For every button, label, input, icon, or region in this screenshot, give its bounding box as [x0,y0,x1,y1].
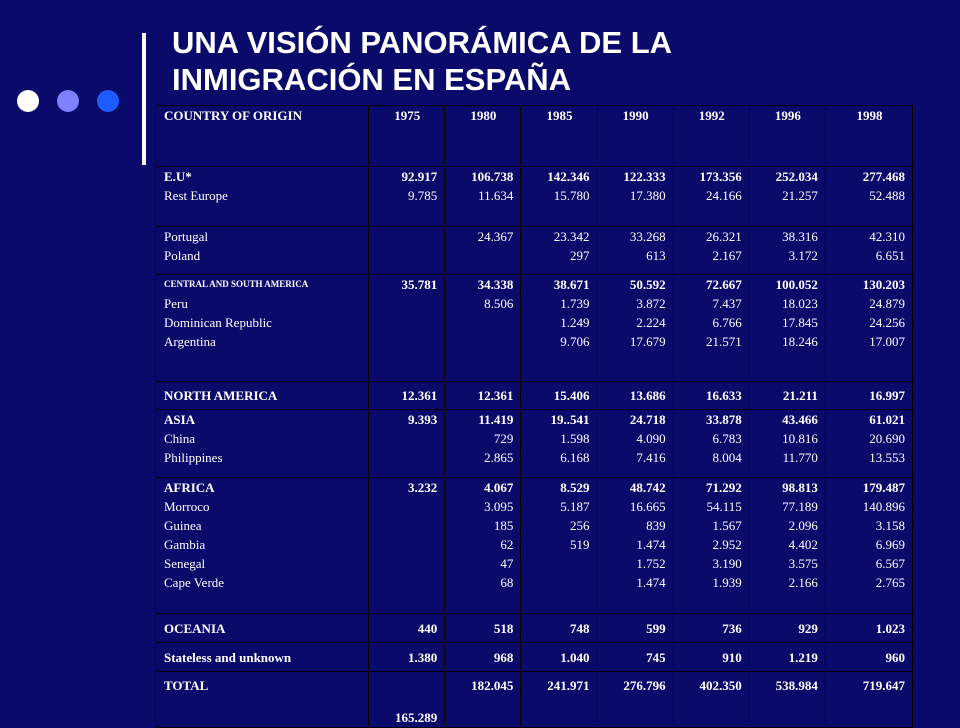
cell-value: 6.168 [560,450,590,465]
value-cell [369,275,445,382]
cell-value: 6.783 [712,431,742,446]
cell-value [377,448,437,467]
cell-value: 6.651 [875,248,905,263]
cell-value: 2.224 [636,315,666,330]
cell-value: 54.115 [706,499,742,514]
value-cell [597,410,673,478]
decorative-dot-white [17,90,39,112]
cell-value: 23.342 [553,229,590,244]
cell-value: 1.380 [408,649,438,665]
cell-value: 48.742 [629,480,666,495]
value-cell [673,672,749,728]
cell-value: 518 [493,620,514,636]
cell-value: 142.346 [547,169,590,184]
cell-value: 8.529 [560,480,590,495]
value-cell [597,275,673,382]
cell-value: 1.567 [712,518,742,533]
title-divider-line [142,33,146,165]
cell-value: 15.780 [553,188,590,203]
row-label: Portugal [164,229,209,244]
value-cell [749,382,825,410]
value-cell [521,643,597,672]
value-cell [749,167,825,227]
cell-value: 929 [798,620,818,636]
value-cell [369,614,445,643]
cell-value: 729 [493,431,514,446]
row-label: OCEANIA [164,620,226,636]
cell-value: 256 [570,518,590,533]
value-cell [445,382,521,410]
value-cell [445,614,521,643]
cell-value [377,573,437,592]
value-cell [825,672,912,728]
cell-value [377,294,437,313]
row-label: Gambia [164,537,206,552]
row-label: Guinea [164,518,202,533]
value-cell [597,382,673,410]
value-cell [597,167,673,227]
cell-value: 5.187 [560,499,590,514]
cell-value: 16.665 [629,499,666,514]
cell-value: 98.813 [782,480,818,495]
value-cell [597,672,673,728]
value-cell [597,227,673,275]
cell-value: 17.380 [629,188,666,203]
cell-value: 2.167 [712,248,742,263]
cell-value: 748 [570,620,590,636]
row-label: China [164,431,196,446]
value-cell [749,672,825,728]
cell-value: 745 [646,649,666,665]
cell-value: 1.023 [875,620,905,636]
cell-value: 3.872 [636,296,666,311]
cell-value [377,429,437,448]
column-header-1975: 1975 [369,106,445,167]
cell-value: 35.781 [401,277,438,292]
cell-value: 43.466 [782,412,818,427]
value-cell [749,227,825,275]
cell-value: 2.096 [788,518,818,533]
cell-value [377,554,437,573]
cell-value: 11.419 [478,412,514,427]
value-cell [521,614,597,643]
column-header-1998: 1998 [825,106,912,167]
cell-value: 3.575 [788,556,818,571]
row-label-cell [156,672,369,728]
value-cell [521,382,597,410]
cell-value: 24.166 [706,188,742,203]
cell-value: 3.232 [408,480,438,495]
cell-value: 130.203 [862,277,905,292]
value-cell [521,478,597,614]
value-cell [673,643,749,672]
cell-value [377,497,437,516]
cell-value: 24.879 [869,296,905,311]
cell-value: 13.553 [869,450,905,465]
cell-value: 24.367 [477,229,514,244]
cell-value: 38.316 [782,229,818,244]
cell-value: 17.845 [782,315,818,330]
value-cell [825,478,912,614]
column-header-1985: 1985 [521,106,597,167]
cell-value: 165.289 [395,710,438,725]
cell-value: 24.718 [629,412,666,427]
cell-value: 3.095 [484,499,514,514]
row-label: Poland [164,248,201,263]
value-cell [825,227,912,275]
cell-value [377,535,437,554]
cell-value: 910 [722,649,742,665]
value-cell [749,478,825,614]
value-cell [825,410,912,478]
cell-value: 2.166 [788,575,818,590]
column-header-country: COUNTRY OF ORIGIN [156,106,369,167]
cell-value: 960 [885,649,905,665]
row-north-america [156,382,913,410]
row-label: Philippines [164,450,223,465]
value-cell [445,227,521,275]
value-cell [749,410,825,478]
value-cell [521,227,597,275]
cell-value: 3.158 [875,518,905,533]
value-cell [673,410,749,478]
value-cell [673,382,749,410]
cell-value: 18.023 [782,296,818,311]
row-label: CENTRAL AND SOUTH AMERICA [164,279,309,289]
cell-value [453,246,513,265]
cell-value: 33.268 [629,229,666,244]
cell-value: 1.249 [560,315,590,330]
row-label-cell [156,643,369,672]
value-cell [825,167,912,227]
value-cell [369,643,445,672]
cell-value: 276.796 [623,678,666,693]
column-header-1980: 1980 [445,106,521,167]
decorative-dot-blue [97,90,119,112]
cell-value [377,332,437,351]
cell-value: 24.256 [869,315,905,330]
cell-value: 33.878 [706,412,742,427]
cell-value: 6.766 [712,315,742,330]
cell-value: 1.219 [788,649,818,665]
row-label-cell [156,167,369,227]
row-label: TOTAL [164,678,209,693]
cell-value: 252.034 [775,169,818,184]
row-portugal-poland [156,227,913,275]
cell-value: 4.067 [484,480,514,495]
cell-value: 1.474 [636,575,666,590]
row-africa [156,478,913,614]
cell-value [453,332,513,351]
cell-value: 2.952 [712,537,742,552]
cell-value: 47 [500,556,514,571]
value-cell [597,643,673,672]
cell-value: 182.045 [471,678,514,693]
cell-value: 9.785 [408,188,438,203]
cell-value: 34.338 [477,277,514,292]
value-cell [673,167,749,227]
value-cell [825,275,912,382]
row-label-cell [156,275,369,382]
cell-value: 402.350 [699,678,742,693]
cell-value [529,573,589,592]
slide-title-line2: INMIGRACIÓN EN ESPAÑA [172,62,572,97]
value-cell [825,382,912,410]
cell-value: 26.321 [706,229,742,244]
cell-value [377,516,437,535]
slide-title-line1: UNA VISIÓN PANORÁMICA DE LA [172,25,673,60]
cell-value: 538.984 [775,678,818,693]
cell-value: 241.971 [547,678,590,693]
cell-value: 92.917 [401,169,438,184]
value-cell [521,167,597,227]
row-label-cell [156,478,369,614]
cell-value: 62 [500,537,514,552]
cell-value: 9.706 [560,334,590,349]
cell-value: 71.292 [706,480,742,495]
value-cell [369,478,445,614]
row-label: NORTH AMERICA [164,388,278,403]
row-eu-rest-europe [156,167,913,227]
cell-value: 15.406 [553,388,590,403]
cell-value: 42.310 [869,229,905,244]
cell-value: 1.739 [560,296,590,311]
cell-value: 10.816 [782,431,818,446]
cell-value: 2.765 [875,575,905,590]
cell-value: 72.667 [706,277,742,292]
row-label: Rest Europe [164,188,228,203]
cell-value: 21.211 [782,388,818,403]
cell-value: 8.004 [712,450,742,465]
cell-value: 7.437 [712,296,742,311]
row-label: Peru [164,296,188,311]
cell-value [377,246,437,265]
row-label-cell [156,614,369,643]
value-cell [673,478,749,614]
row-label-cell [156,382,369,410]
cell-value [529,554,589,573]
value-cell [673,614,749,643]
value-cell [369,672,445,728]
cell-value: 277.468 [862,169,905,184]
value-cell [521,275,597,382]
cell-value [453,313,513,332]
cell-value: 736 [722,620,742,636]
table-body [156,167,913,728]
cell-value: 20.690 [869,431,905,446]
cell-value: 4.090 [636,431,666,446]
value-cell [445,643,521,672]
column-header-1996: 1996 [749,106,825,167]
row-label-cell [156,410,369,478]
cell-value: 106.738 [471,169,514,184]
cell-value: 968 [493,649,514,665]
value-cell [369,227,445,275]
cell-value: 3.190 [712,556,742,571]
row-stateless-unknown [156,643,913,672]
cell-value: 3.172 [788,248,818,263]
row-asia [156,410,913,478]
row-label: Stateless and unknown [164,649,292,665]
row-label: Cape Verde [164,575,225,590]
cell-value: 4.402 [788,537,818,552]
row-label: ASIA [164,412,196,427]
cell-value: 185 [493,518,514,533]
value-cell [445,167,521,227]
cell-value: 6.969 [875,537,905,552]
value-cell [673,227,749,275]
cell-value: 61.021 [869,412,905,427]
cell-value: 297 [570,248,590,263]
row-label: E.U* [164,169,192,184]
value-cell [597,478,673,614]
row-label: Dominican Republic [164,315,272,330]
value-cell [369,410,445,478]
cell-value: 12.361 [477,388,514,403]
row-label: Argentina [164,334,216,349]
cell-value: 719.647 [862,678,905,693]
row-label: Morroco [164,499,210,514]
cell-value: 13.686 [629,388,666,403]
cell-value: 77.189 [782,499,818,514]
cell-value: 11.634 [478,188,514,203]
cell-value: 6.567 [875,556,905,571]
cell-value: 173.356 [699,169,742,184]
value-cell [749,614,825,643]
value-cell [825,643,912,672]
cell-value: 1.752 [636,556,666,571]
cell-value: 839 [646,518,666,533]
value-cell [445,672,521,728]
cell-value: 11.770 [782,450,818,465]
value-cell [749,275,825,382]
column-header-1990: 1990 [597,106,673,167]
cell-value: 52.488 [869,188,905,203]
cell-value: 519 [570,537,590,552]
decorative-dot-lavender [57,90,79,112]
cell-value: 1.040 [560,649,590,665]
cell-value: 100.052 [775,277,818,292]
cell-value: 2.865 [484,450,514,465]
value-cell [521,672,597,728]
cell-value: 9.393 [408,412,438,427]
row-total [156,672,913,728]
cell-value: 140.896 [862,499,905,514]
cell-value: 68 [500,575,514,590]
value-cell [369,382,445,410]
row-label-cell [156,227,369,275]
cell-value: 16.633 [706,388,742,403]
value-cell [673,275,749,382]
cell-value: 12.361 [401,388,438,403]
cell-value: 122.333 [623,169,666,184]
table-header-row [156,106,913,167]
row-label: Senegal [164,556,206,571]
value-cell [749,643,825,672]
value-cell [445,478,521,614]
cell-value: 8.506 [484,296,514,311]
immigration-table [155,105,913,728]
value-cell [825,614,912,643]
cell-value: 1.939 [712,575,742,590]
cell-value: 613 [646,248,666,263]
cell-value: 21.257 [782,188,818,203]
cell-value: 179.487 [862,480,905,495]
column-header-1992: 1992 [673,106,749,167]
cell-value: 18.246 [782,334,818,349]
cell-value: 50.592 [629,277,666,292]
cell-value [377,313,437,332]
cell-value: 1.474 [636,537,666,552]
row-oceania [156,614,913,643]
value-cell [445,410,521,478]
value-cell [521,410,597,478]
value-cell [597,614,673,643]
cell-value: 17.007 [869,334,905,349]
cell-value: 16.997 [869,388,905,403]
value-cell [369,167,445,227]
cell-value: 7.416 [636,450,666,465]
cell-value: 38.671 [553,277,590,292]
row-label: AFRICA [164,480,215,495]
value-cell [445,275,521,382]
cell-value: 21.571 [706,334,742,349]
slide-title [172,24,672,98]
cell-value: 19..541 [550,412,590,427]
cell-value [377,227,437,246]
cell-value: 17.679 [629,334,666,349]
cell-value: 1.598 [560,431,590,446]
cell-value: 599 [646,620,666,636]
cell-value: 440 [417,620,438,636]
row-central-south-america [156,275,913,382]
